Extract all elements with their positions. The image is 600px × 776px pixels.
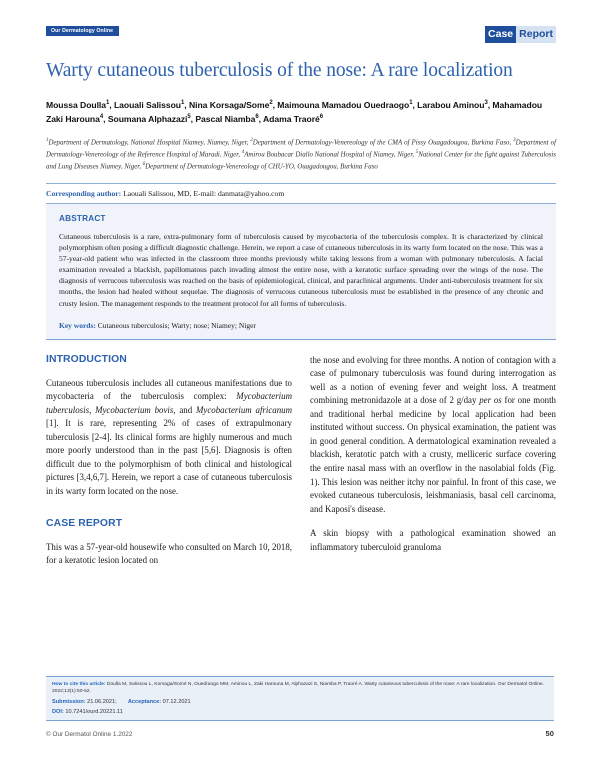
article-type-secondary: Report xyxy=(516,26,556,43)
right-column xyxy=(310,354,556,568)
article-type-primary: Case xyxy=(485,26,516,43)
case-report-paragraph: This was a 57-year-old housewife who consulted on March 10, 2018, for a keratotic lesion located on xyxy=(46,541,292,566)
abstract-body: Cutaneous tuberculosis is a rare, extra-pulmonary form of tuberculosis caused by mycobacteria of the tuberculosis complex. It is characterized by clinical polymorphism often posing a difficult diagnostic challenge. Herein, we report a case of cutaneous tuberculosis in its warty form located on the nose. This was a 57-year-old patient who was infected in the classroom three months previously while taking lessons from a woman with pulmonary tuberculosis. A facial examination revealed a blackish, papillomatous patch invading almost the entire nose, with a keratotic surface spreading over the wings of the nose. The diagnosis of verrucous tuberculosis was reached on the basis of epidemiological, clinical, and paraclinical arguments. Under anti-tuberculosis treatment for six months, the lesion had healed without sequelae. The diagnosis of verrucous cutaneous tuberculosis must be established in the presence of any chronic and crusty lesion. The management responds to the treatment protocol for all forms of tuberculosis. xyxy=(59,231,543,308)
affiliation-list: $^1$Department of Dermatology, National Hospital Niamey, Niamey, Niger, $^2$Department of Dermatology-Venereology of the CMA of Pissy Ouagadougou, Burkina Faso, $^3$Department of Dermatology-Venereology of the Reference Hospital of Maradi, Niger, $^4$Amirou Boubacar Diallo National Hospital of Niamey, Niger, $^5$National Center for the fight against Tuberculosis and Lung Diseases Niamey, Niger, $^6$Department of Dermatology-Venereology of CHU-YO, Ouagadougou, Burkina Faso xyxy=(46,137,557,170)
article-type-badge xyxy=(485,26,556,43)
biopsy-paragraph: A skin biopsy with a pathological examination showed an inflammatory tuberculoid granuloma xyxy=(310,528,556,552)
keywords-line xyxy=(59,321,543,330)
doi-label: DOI: xyxy=(52,708,64,715)
submission-label: Submission: xyxy=(52,699,86,706)
body-columns xyxy=(46,354,556,568)
page-header xyxy=(46,26,556,42)
keywords-label: Key words: xyxy=(59,320,96,330)
how-to-cite-value: Doulla M, Salissou L, Korsaga/Somé N, Ouedraogo MM, Aminou L, Zaki Harouna M, Alphazazi S, Niamba P, Traoré A. Warty cutaneous tuberculosis of the nose: A rare localization. Our Dermatol Online. 2022;13(1):50-52. xyxy=(52,682,545,695)
introduction-paragraph: Cutaneous tuberculosis includes all cutaneous manifestations due to mycobacteria of the tuberculosis complex: Mycobacterium tuberculosis, Mycobacterium bovis, and Mycobacterium africanum [1]. It is rare, representing 2% of cases of extrapulmonary tuberculosis [2-4]. Its clinical forms are highly numerous and much more poorly understood than in the past [5,6]. Diagnosis is often difficult due to the polymorphism of both clinical and histological pictures [3,4,6,7]. Herein, we report a case of cutaneous tuberculosis in its warty form located on the nose. xyxy=(46,377,292,496)
corresponding-author-block xyxy=(46,183,556,204)
submission-value: 21.06.2021; xyxy=(87,699,117,706)
citation-box xyxy=(46,676,554,721)
submission-acceptance-line xyxy=(52,699,548,705)
author-list: Moussa Doulla$^1$, Laouali Salissou$^1$, Nina Korsaga/Some$^2$, Maimouna Mamadou Ouedraogo$^1$, Larabou Aminou$^3$, Mahamadou Zaki Harouna$^4$, Soumana Alphazazi$^5$, Pascal Niamba$^6$, Adama Traoré$^6$ xyxy=(46,99,543,124)
page-footer xyxy=(46,729,554,738)
doi-value[interactable]: 10.7241/ourd.20221.11 xyxy=(65,708,123,715)
acceptance-value: 07.12.2021 xyxy=(162,699,191,706)
corresponding-author-line xyxy=(46,189,556,198)
abstract-heading: ABSTRACT xyxy=(59,213,106,223)
how-to-cite-line xyxy=(52,681,548,695)
page-number: 50 xyxy=(545,729,554,738)
corresponding-author-value: Laouali Salissou, MD, E-mail: danmata@yahoo.com xyxy=(123,188,285,198)
page-title: Warty cutaneous tuberculosis of the nose: A rare localization xyxy=(46,60,513,81)
acceptance-label: Acceptance: xyxy=(127,699,162,706)
corresponding-author-label: Corresponding author: xyxy=(46,188,122,198)
abstract-bottom-rule xyxy=(46,339,556,340)
section-heading-case-report: CASE REPORT xyxy=(46,517,123,529)
copyright-text: © Our Dermatol Online 1.2022 xyxy=(46,731,133,738)
abstract-block xyxy=(46,204,556,339)
doi-line xyxy=(52,709,548,715)
case-report-continued-paragraph: the nose and evolving for three months. A notion of contagion with a case of pulmonary tuberculosis was found during interrogation as well as a notion of evening fever and weight loss. A treatment combining metronidazole at a dose of 2 g/day per os for one month and traditional herbal medicine by local application had been instituted without success. On physical examination, the patient was in good general condition. A dermatological examination revealed a blackish, keratotic patch with a crusty, melliceric surface covering the entire nasal mass with an overflow in the nasolabial folds (Fig. 1). This lesion was neither itchy nor painful. In front of this case, we evoked cutaneous tuberculosis, leishmaniasis, basal cell carcinoma, and Kaposi's disease. xyxy=(310,354,556,514)
journal-badge: Our Dermatology Online xyxy=(46,26,119,36)
left-column xyxy=(46,354,292,568)
how-to-cite-label: How to cite this article: xyxy=(52,682,106,687)
keywords-value: Cutaneous tuberculosis; Warty; nose; Niamey; Niger xyxy=(97,320,256,330)
section-heading-introduction: INTRODUCTION xyxy=(46,353,127,365)
